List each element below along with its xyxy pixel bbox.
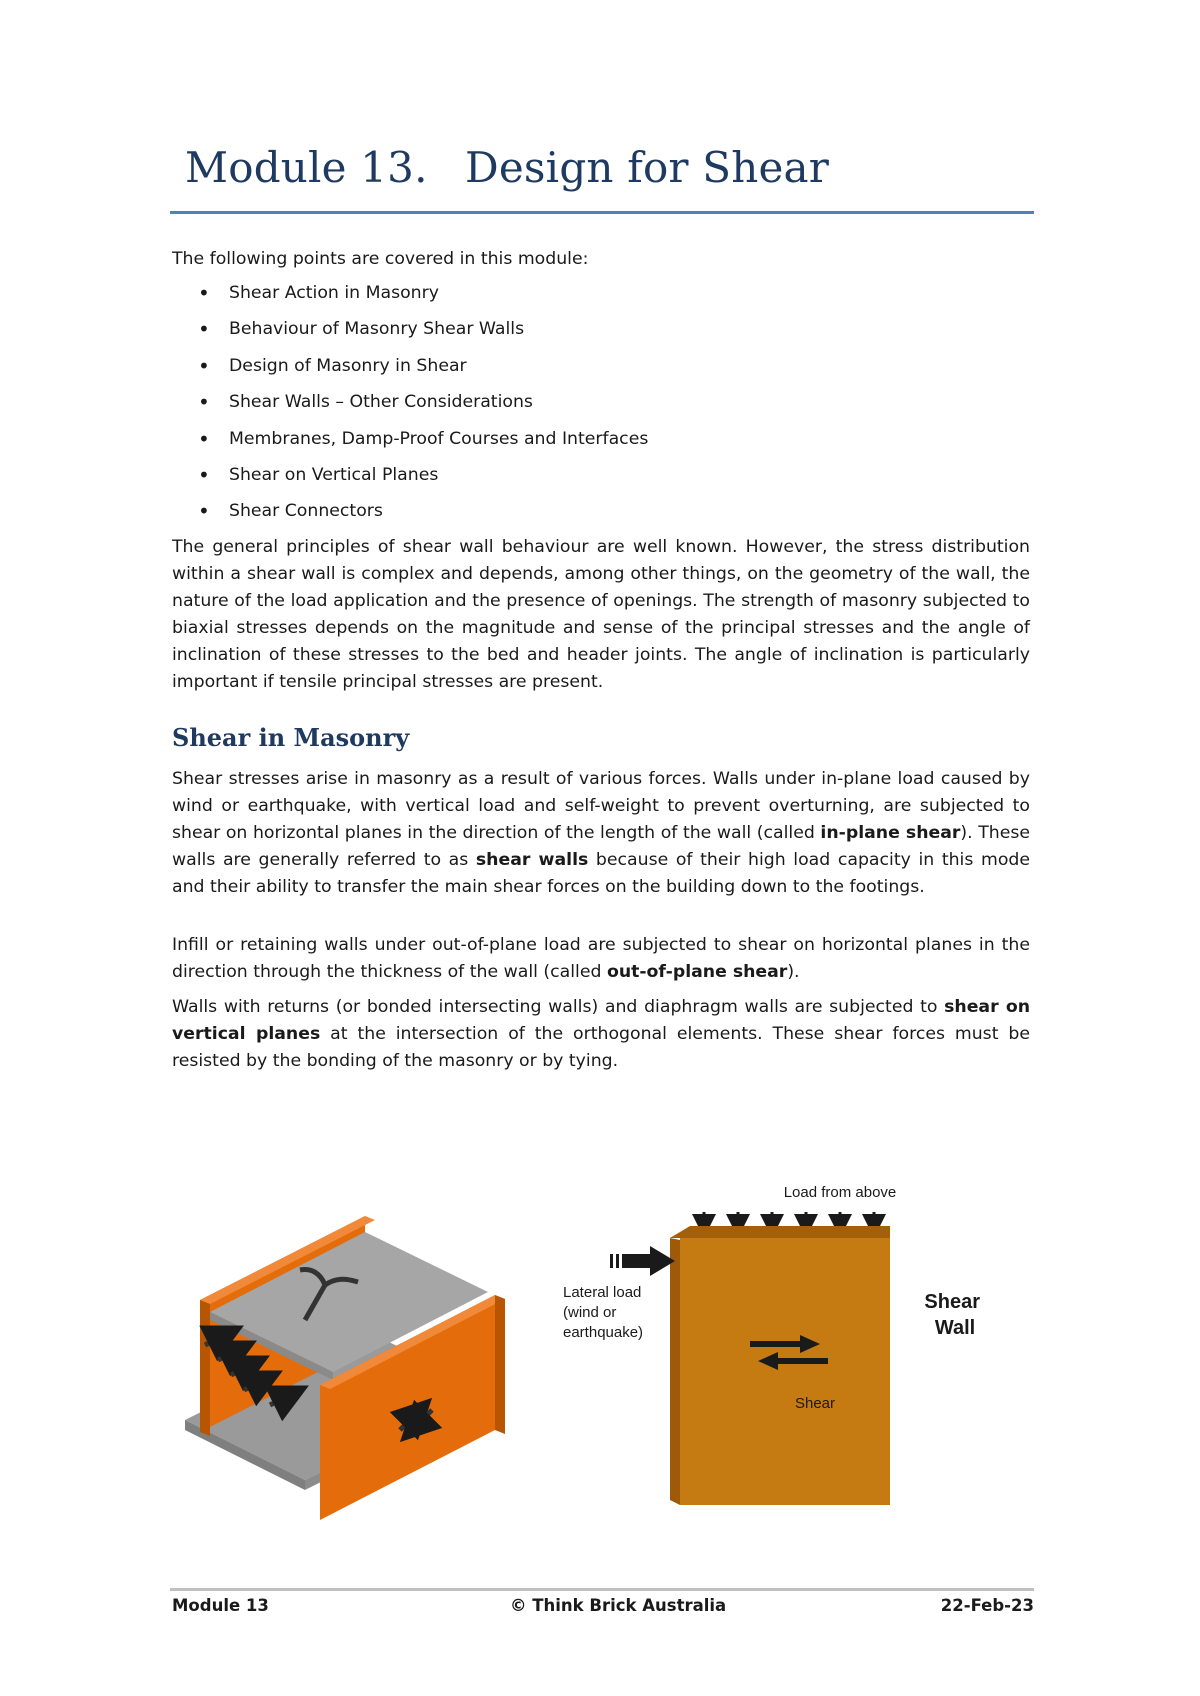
text-run: Infill or retaining walls under out-of-plane load are subjected to shear on horizontal planes in the direction through the thickness of the wall (called: [172, 935, 1030, 982]
list-item: • Shear Connectors: [172, 498, 1030, 534]
shear-diagram: [170, 1180, 1040, 1520]
load-from-above-label: Load from above: [783, 1184, 897, 1201]
paragraph-shear-stresses: [172, 766, 1030, 901]
list-item: • Design of Masonry in Shear: [172, 353, 1030, 389]
list-item: • Shear Walls – Other Considerations: [172, 389, 1030, 425]
shear-label: Shear: [794, 1395, 836, 1412]
lateral-load-label: [563, 1284, 646, 1341]
shear-wall-label: [924, 1291, 985, 1339]
list-item: • Shear on Vertical Planes: [172, 462, 1030, 498]
text-run: at the intersection of the orthogonal elements. These shear forces must be resisted by the bonding of the masonry or by tying.: [172, 1024, 1030, 1071]
paragraph-vertical-planes: [172, 994, 1030, 1075]
lateral-load-line: earthquake): [563, 1324, 644, 1341]
intro-text: The following points are covered in this module:: [172, 249, 589, 269]
left-wall-edge: [200, 1300, 210, 1436]
lateral-load-arrow: [610, 1246, 675, 1276]
footer-date: 22-Feb-23: [940, 1596, 1034, 1615]
module-number: Module 13.: [185, 143, 428, 192]
text-run: ). These walls are generally referred to as: [172, 823, 1030, 870]
text-run: Shear stresses arise in masonry as a result of various forces. Walls under in-plane load caused by wind or earthquake, with vertical load and self-weight to prevent overturning, are subjected to shear on horizontal planes in the direction of the length of the wall (called: [172, 769, 1030, 843]
lateral-load-line: (wind or: [563, 1304, 617, 1321]
bold-term: shear walls: [475, 850, 589, 870]
right-wall-edge: [495, 1295, 505, 1434]
list-item: • Shear Action in Masonry: [172, 280, 1030, 316]
paragraph-general-principles: The general principles of shear wall behaviour are well known. However, the stress distribution within a shear wall is complex and depends, among other things, on the geometry of the wall, the nature of the load application and the presence of openings. The strength of masonry subjected to biaxial stresses depends on the magnitude and sense of the principal stresses and the angle of inclination of these stresses to the bed and header joints. The angle of inclination is particularly important if tensile principal stresses are present.: [172, 537, 1030, 692]
module-title: Design for Shear: [465, 143, 830, 192]
isometric-wall-illustration: [185, 1216, 505, 1520]
text-run: ).: [787, 962, 800, 982]
bold-term: shear on vertical planes: [172, 997, 1030, 1044]
shear-wall-diagram: [563, 1184, 986, 1505]
footer-copyright: © Think Brick Australia: [510, 1596, 727, 1615]
footer-module: Module 13: [172, 1596, 269, 1615]
topic-list: [172, 280, 1030, 535]
page-title: [185, 143, 829, 192]
bold-term: in-plane shear: [820, 823, 961, 843]
shear-wall-side: [670, 1238, 680, 1505]
title-underline: [170, 211, 1034, 214]
section-heading: Shear in Masonry: [172, 723, 410, 752]
shear-figure: [170, 1180, 1040, 1520]
list-item: • Behaviour of Masonry Shear Walls: [172, 316, 1030, 352]
shear-wall-line: Wall: [934, 1317, 976, 1339]
shear-wall-line: Shear: [924, 1291, 981, 1313]
footer-divider: [170, 1588, 1034, 1591]
shear-wall-face: [680, 1238, 890, 1505]
bold-term: out-of-plane shear: [606, 962, 788, 982]
text-run: because of their high load capacity in this mode and their ability to transfer the main shear forces on the building down to the footings.: [172, 850, 1030, 897]
lateral-load-line: Lateral load: [563, 1284, 642, 1301]
list-item: • Membranes, Damp-Proof Courses and Interfaces: [172, 426, 1030, 462]
shear-wall-top: [670, 1226, 890, 1238]
paragraph-infill-walls: [172, 932, 1030, 986]
text-run: Walls with returns (or bonded intersecting walls) and diaphragm walls are subjected to: [172, 997, 945, 1017]
